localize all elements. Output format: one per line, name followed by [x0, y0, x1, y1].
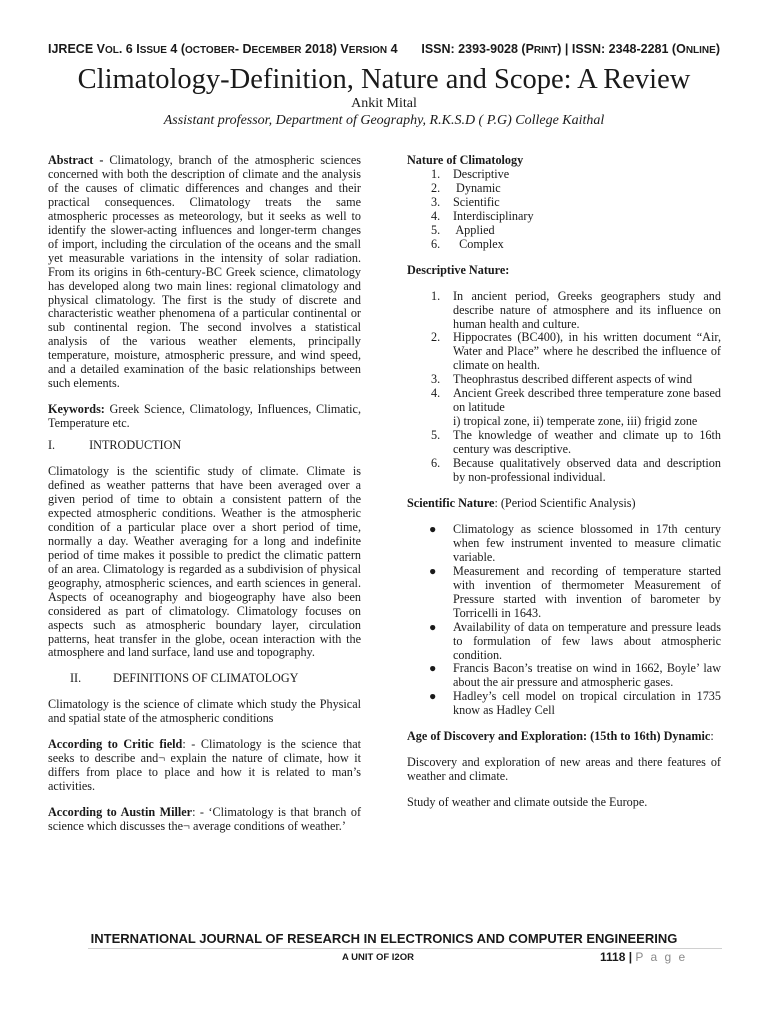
section-heading-introduction: I. INTRODUCTION: [48, 438, 182, 453]
bullet-icon: ●: [429, 689, 437, 704]
abstract: [48, 154, 361, 391]
list-item: 3. Scientific: [431, 194, 500, 209]
paper-author: Ankit Mital: [351, 96, 417, 111]
keywords-label: Keywords:: [48, 402, 105, 417]
bullet-icon: ●: [429, 661, 437, 676]
list-item: 5. The knowledge of weather and climate up to 16th century was descriptive.: [431, 428, 721, 457]
age-of-discovery-heading: Age of Discovery and Exploration: (15th to 16th) Dynamic:: [407, 729, 714, 744]
right-column: [407, 154, 721, 810]
list-item: 1. Descriptive: [431, 166, 510, 181]
list-item: 6. Because qualitatively observed data and description by non-professional individual.: [431, 456, 721, 485]
journal-volume-info: IJRECE VOL. 6 ISSUE 4 (OCTOBER- DECEMBER 2018) VERSION 4: [48, 42, 398, 56]
age-of-discovery-paragraph-2: Study of weather and climate outside the Europe.: [407, 795, 648, 810]
list-item: ● Availability of data on temperature and pressure leads to formulation of few laws about atmospheric condition.: [429, 619, 721, 662]
page-number: 1118 | P a g e: [600, 950, 688, 964]
list-item: ● Measurement and recording of temperature started with invention of thermometer Measurement of Pressure started with invention of barometer by Torricelli in 1643.: [429, 563, 721, 620]
list-item: 4. Ancient Greek described three temperature zone based on latitude: [431, 386, 721, 415]
section-heading-definitions: II. DEFINITIONS OF CLIMATOLOGY: [70, 671, 299, 686]
nature-list: [407, 168, 721, 252]
list-item: 2. Dynamic: [431, 180, 501, 195]
list-item: 4. Interdisciplinary: [431, 208, 534, 223]
footer-journal-name: INTERNATIONAL JOURNAL OF RESEARCH IN ELECTRONICS AND COMPUTER ENGINEERING: [90, 931, 678, 946]
bullet-icon: ●: [429, 521, 437, 536]
bullet-icon: ●: [429, 563, 437, 578]
bullet-icon: ●: [429, 619, 437, 634]
age-of-discovery-paragraph-1: Discovery and exploration of new areas and there features of weather and climate.: [407, 755, 721, 784]
abstract-label: Abstract -: [48, 153, 104, 167]
left-column: [48, 154, 361, 834]
nature-heading: Nature of Climatology: [407, 153, 524, 167]
definition-paragraph: Climatology is the science of climate which study the Physical and spatial state of the atmospheric conditions: [48, 697, 361, 726]
running-header: [48, 42, 720, 60]
descriptive-list: [407, 290, 721, 485]
keywords-text: Greek Science, Climatology, Influences, Climatic, Temperature etc.: [48, 402, 361, 431]
introduction-paragraph: Climatology is the scientific study of climate. Climate is defined as weather patterns that have been averaged over a given period of time to obtain a consistent pattern of the expected atmospheric conditions. Weather is the atmospheric condition of a particular place over a short period of time, normally a day. Weather averaging for a long and indefinite period of time makes it possible to predict the climatic pattern of an area. Climatology is regarded as a subdivision of physical geography, atmospheric sciences, and earth sciences in general. Aspects of oceanography and biogeography have also been considered as part of climatology. Climatology focuses on aspects such as atmospheric boundary layer, circulation patterns, heat transfer in the globe, ocean interaction with the atmosphere and land surface, land use and topography.: [48, 464, 361, 660]
list-item: ● Francis Bacon’s treatise on wind in 1662, Boyle’ law about the air pressure and atmospheric gases.: [429, 661, 721, 690]
list-item: ● Climatology as science blossomed in 17th century when few instrument invented to measure climatic variable.: [429, 521, 721, 564]
footer-unit: A UNIT OF I2OR: [342, 952, 414, 963]
footer-divider: [88, 948, 722, 949]
critic-field-definition: According to Critic field: - Climatology is the science that seeks to describe and¬ explain the nature of climate, how it differs from place to place and how it is related to man’s activities.: [48, 737, 361, 794]
list-item: ● Hadley’s cell model on tropical circulation in 1735 know as Hadley Cell: [429, 689, 721, 718]
list-item: 6. Complex: [431, 236, 504, 251]
author-affiliation: Assistant professor, Department of Geography, R.K.S.D ( P.G) College Kaithal: [163, 113, 605, 128]
journal-issn-info: ISSN: 2393-9028 (PRINT) | ISSN: 2348-2281 (ONLINE): [421, 42, 720, 56]
list-item: 1. In ancient period, Greeks geographers study and describe nature of atmosphere and its influence on human health and culture.: [431, 288, 721, 331]
list-item: 2. Hippocrates (BC400), in his written document “Air, Water and Place” where he described the influence of climate on health.: [431, 330, 721, 373]
list-item: 5. Applied: [431, 222, 495, 237]
keywords: [48, 403, 361, 431]
list-item: 3. Theophrastus described different aspects of wind: [431, 372, 693, 387]
scientific-list: [407, 523, 721, 718]
list-item: i) tropical zone, ii) temperate zone, iii) frigid zone: [453, 414, 698, 429]
scientific-heading: Scientific Nature: (Period Scientific Analysis): [407, 495, 636, 510]
austin-miller-definition: According to Austin Miller: - ‘Climatology is that branch of science which discusses the¬ average conditions of weather.’: [48, 805, 361, 834]
paper-title: Climatology-Definition, Nature and Scope: A Review: [77, 64, 691, 95]
abstract-text: Climatology, branch of the atmospheric sciences concerned with both the description of climate and the analysis of the causes of climatic differences and changes and their practical consequences. Climatology treats the same atmospheric processes as meteorology, but it seeks as well to identify the slower-acting influences and longer-term changes of import, including the circulation of the oceans and the small yet measurable variations in the intensity of solar radiation. From its origins in 6th-century-BC Greek science, climatology has developed along two main lines: regional climatology and physical climatology. The first is the study of discrete and characteristic weather phenomena of a particular continental or sub continental region. The second involves a statistical analysis of the various weather elements, principally temperature, moisture, atmospheric pressure, and wind speed, and a detailed examination of the basic relationships between such elements.: [48, 153, 361, 391]
descriptive-heading: Descriptive Nature:: [407, 262, 510, 277]
